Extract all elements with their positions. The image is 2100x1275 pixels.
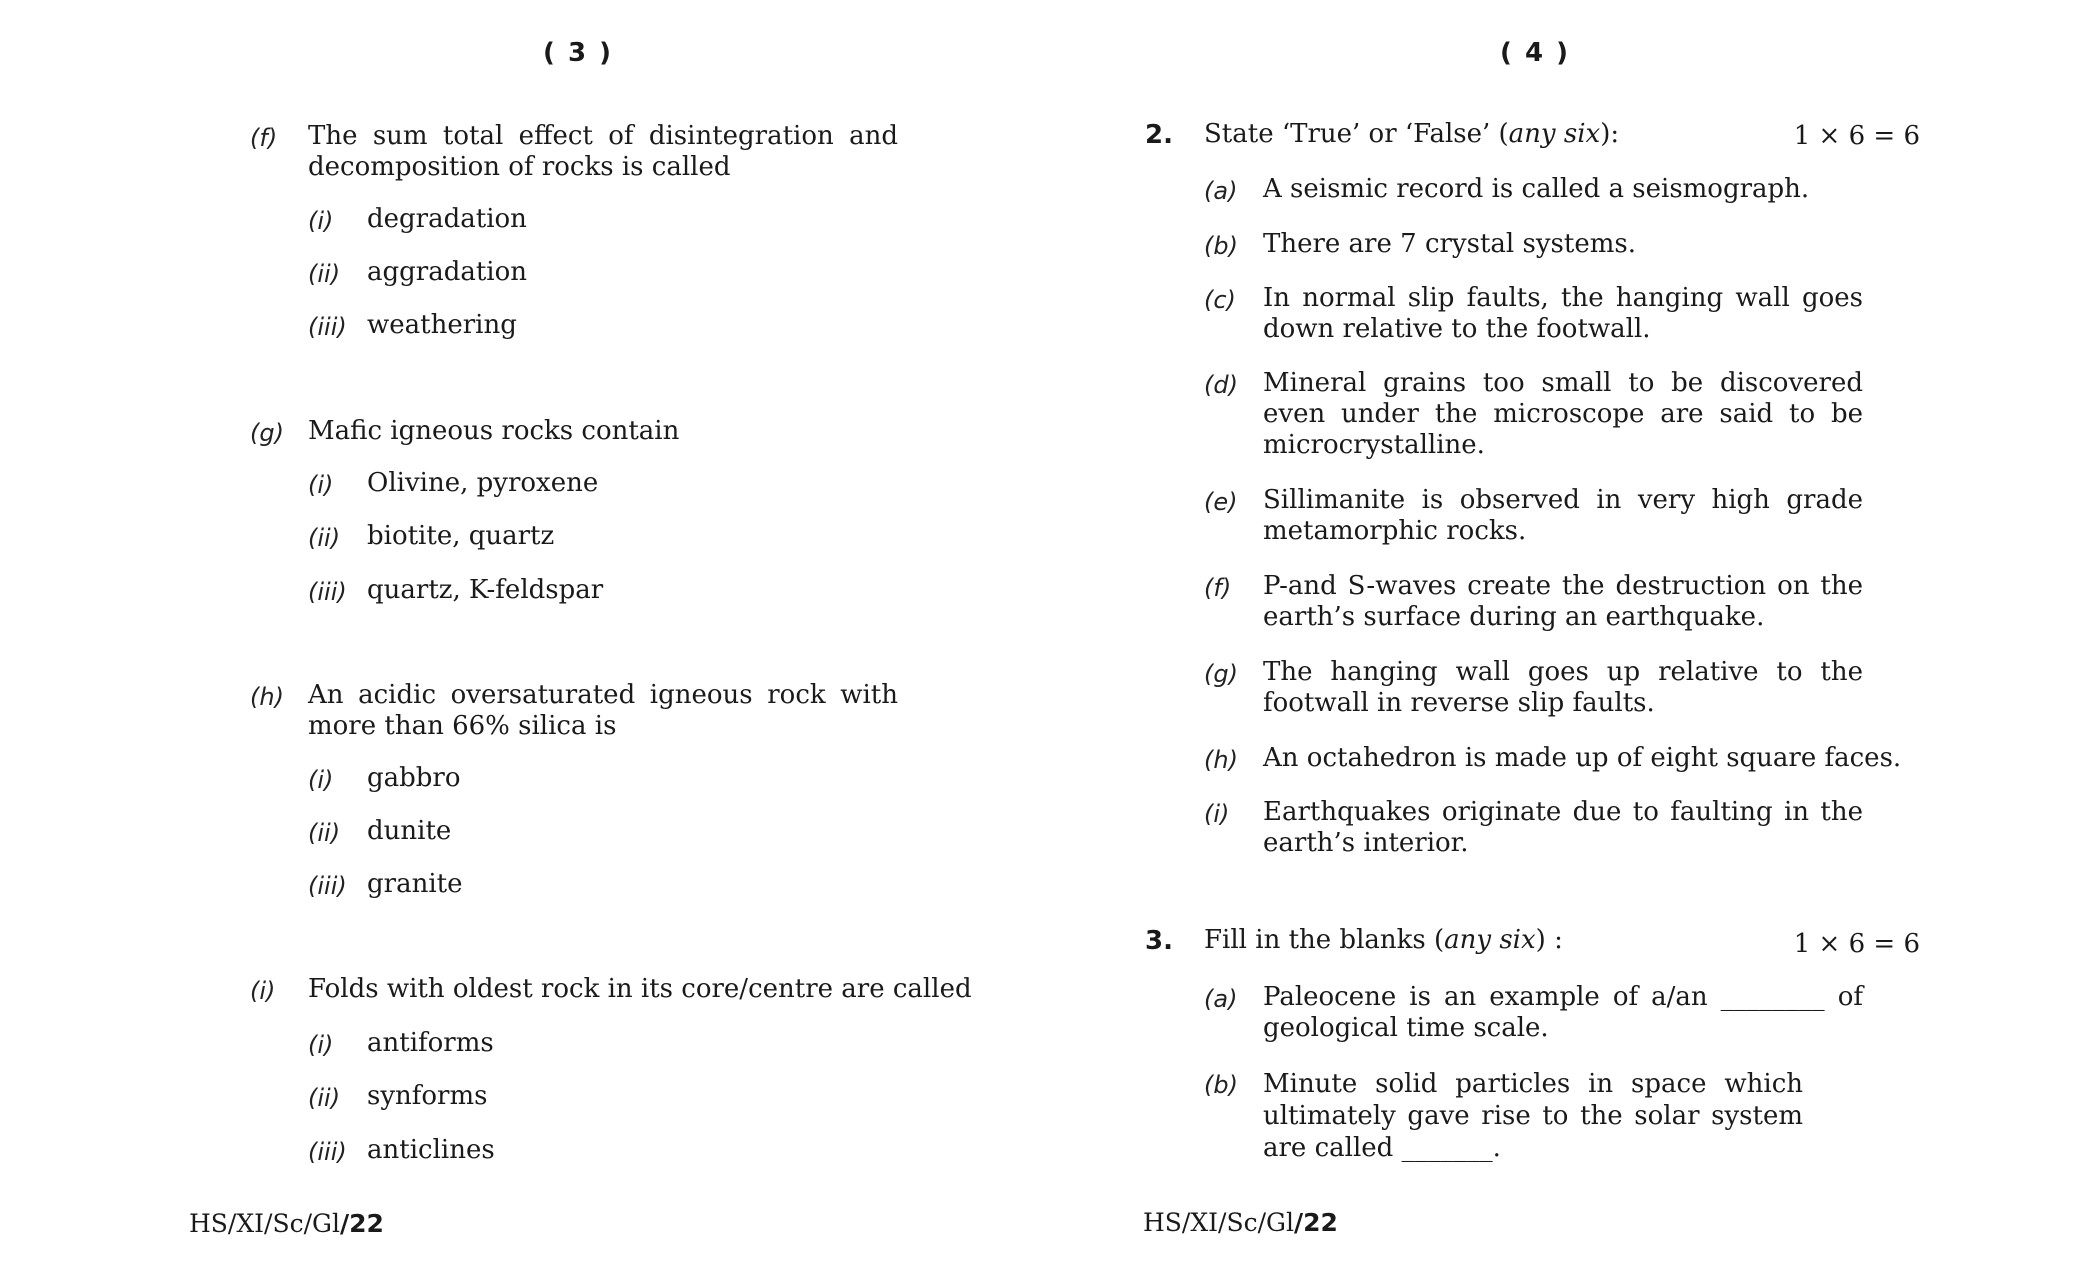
question-number: 3. xyxy=(1145,926,1173,956)
footer-code-text: HS/XI/Sc/Gl xyxy=(189,1209,340,1238)
option-label: (i) xyxy=(308,471,334,499)
instruction-text: State ‘True’ or ‘False’ ( xyxy=(1204,119,1509,149)
item-text: P-and S-waves create the destruction on the earth’s surface during an earthquake. xyxy=(1263,571,1863,632)
question-label: (i) xyxy=(250,977,276,1005)
option-label: (iii) xyxy=(308,578,347,606)
page-number: ( 4 ) xyxy=(1500,38,1570,68)
option-label: (i) xyxy=(308,207,334,235)
option-label: (ii) xyxy=(308,1084,341,1112)
item-text: Earthquakes originate due to faulting in the earth’s interior. xyxy=(1263,797,1863,858)
item-text: Paleocene is an example of a/an ________ of geological time scale. xyxy=(1263,982,1863,1043)
item-label: (e) xyxy=(1204,488,1238,516)
option-label: (ii) xyxy=(308,260,341,288)
item-label: (b) xyxy=(1204,1071,1238,1099)
footer-code-number: /22 xyxy=(1293,1208,1338,1237)
option-text: anticlines xyxy=(367,1135,495,1165)
option-label: (ii) xyxy=(308,524,341,552)
item-label: (d) xyxy=(1204,371,1238,399)
instruction-text: ) : xyxy=(1535,925,1563,955)
question-number: 2. xyxy=(1145,120,1173,150)
footer-code xyxy=(1143,1208,1338,1237)
page-number: ( 3 ) xyxy=(543,38,613,68)
instruction-emphasis: any six xyxy=(1444,925,1536,955)
option-text: aggradation xyxy=(367,257,528,287)
option-label: (i) xyxy=(308,766,334,794)
item-text: Minute solid particles in space which ultimately gave rise to the solar system are called _______. xyxy=(1263,1069,1803,1163)
item-label: (a) xyxy=(1204,177,1238,205)
instruction-emphasis: any six xyxy=(1508,119,1601,149)
option-text: antiforms xyxy=(367,1028,494,1058)
question-text: The sum total effect of disintegration and decomposition of rocks is called xyxy=(308,121,898,182)
option-text: quartz, K-feldspar xyxy=(367,575,604,605)
instruction-text: ): xyxy=(1600,119,1620,149)
item-text: In normal slip faults, the hanging wall goes down relative to the footwall. xyxy=(1263,283,1863,344)
question-text: Mafic igneous rocks contain xyxy=(308,416,680,446)
option-label: (iii) xyxy=(308,872,347,900)
footer-code-text: HS/XI/Sc/Gl xyxy=(1143,1208,1294,1237)
item-text: An octahedron is made up of eight square faces. xyxy=(1263,743,1902,773)
marks: 1 × 6 = 6 xyxy=(1793,121,1920,151)
item-label: (b) xyxy=(1204,232,1238,260)
footer-code-number: /22 xyxy=(339,1209,384,1238)
question-instruction xyxy=(1204,925,1563,956)
question-label: (g) xyxy=(250,419,284,447)
instruction-text: Fill in the blanks ( xyxy=(1204,925,1445,955)
item-label: (i) xyxy=(1204,800,1230,828)
footer-code xyxy=(189,1209,384,1238)
item-text: The hanging wall goes up relative to the footwall in reverse slip faults. xyxy=(1263,657,1863,718)
question-instruction xyxy=(1204,119,1619,150)
item-label: (h) xyxy=(1204,746,1238,774)
option-text: biotite, quartz xyxy=(367,521,555,551)
option-label: (iii) xyxy=(308,313,347,341)
item-text: Sillimanite is observed in very high grade metamorphic rocks. xyxy=(1263,485,1863,546)
item-text: Mineral grains too small to be discovered even under the microscope are said to be microcrystalline. xyxy=(1263,368,1863,460)
question-text: An acidic oversaturated igneous rock with more than 66% silica is xyxy=(308,680,898,741)
question-label: (h) xyxy=(250,683,284,711)
option-label: (i) xyxy=(308,1031,334,1059)
option-text: degradation xyxy=(367,204,527,234)
marks: 1 × 6 = 6 xyxy=(1793,929,1920,959)
option-label: (iii) xyxy=(308,1138,347,1166)
option-text: weathering xyxy=(367,310,517,340)
option-text: granite xyxy=(367,869,463,899)
item-label: (c) xyxy=(1204,286,1236,314)
option-label: (ii) xyxy=(308,819,341,847)
question-text: Folds with oldest rock in its core/centre are called xyxy=(308,974,972,1004)
option-text: dunite xyxy=(367,816,452,846)
item-text: There are 7 crystal systems. xyxy=(1263,229,1636,259)
item-label: (f) xyxy=(1204,574,1232,602)
option-text: synforms xyxy=(367,1081,488,1111)
item-label: (g) xyxy=(1204,660,1238,688)
item-text: A seismic record is called a seismograph. xyxy=(1263,174,1810,204)
option-text: gabbro xyxy=(367,763,461,793)
option-text: Olivine, pyroxene xyxy=(367,468,599,498)
question-label: (f) xyxy=(250,124,278,152)
item-label: (a) xyxy=(1204,985,1238,1013)
